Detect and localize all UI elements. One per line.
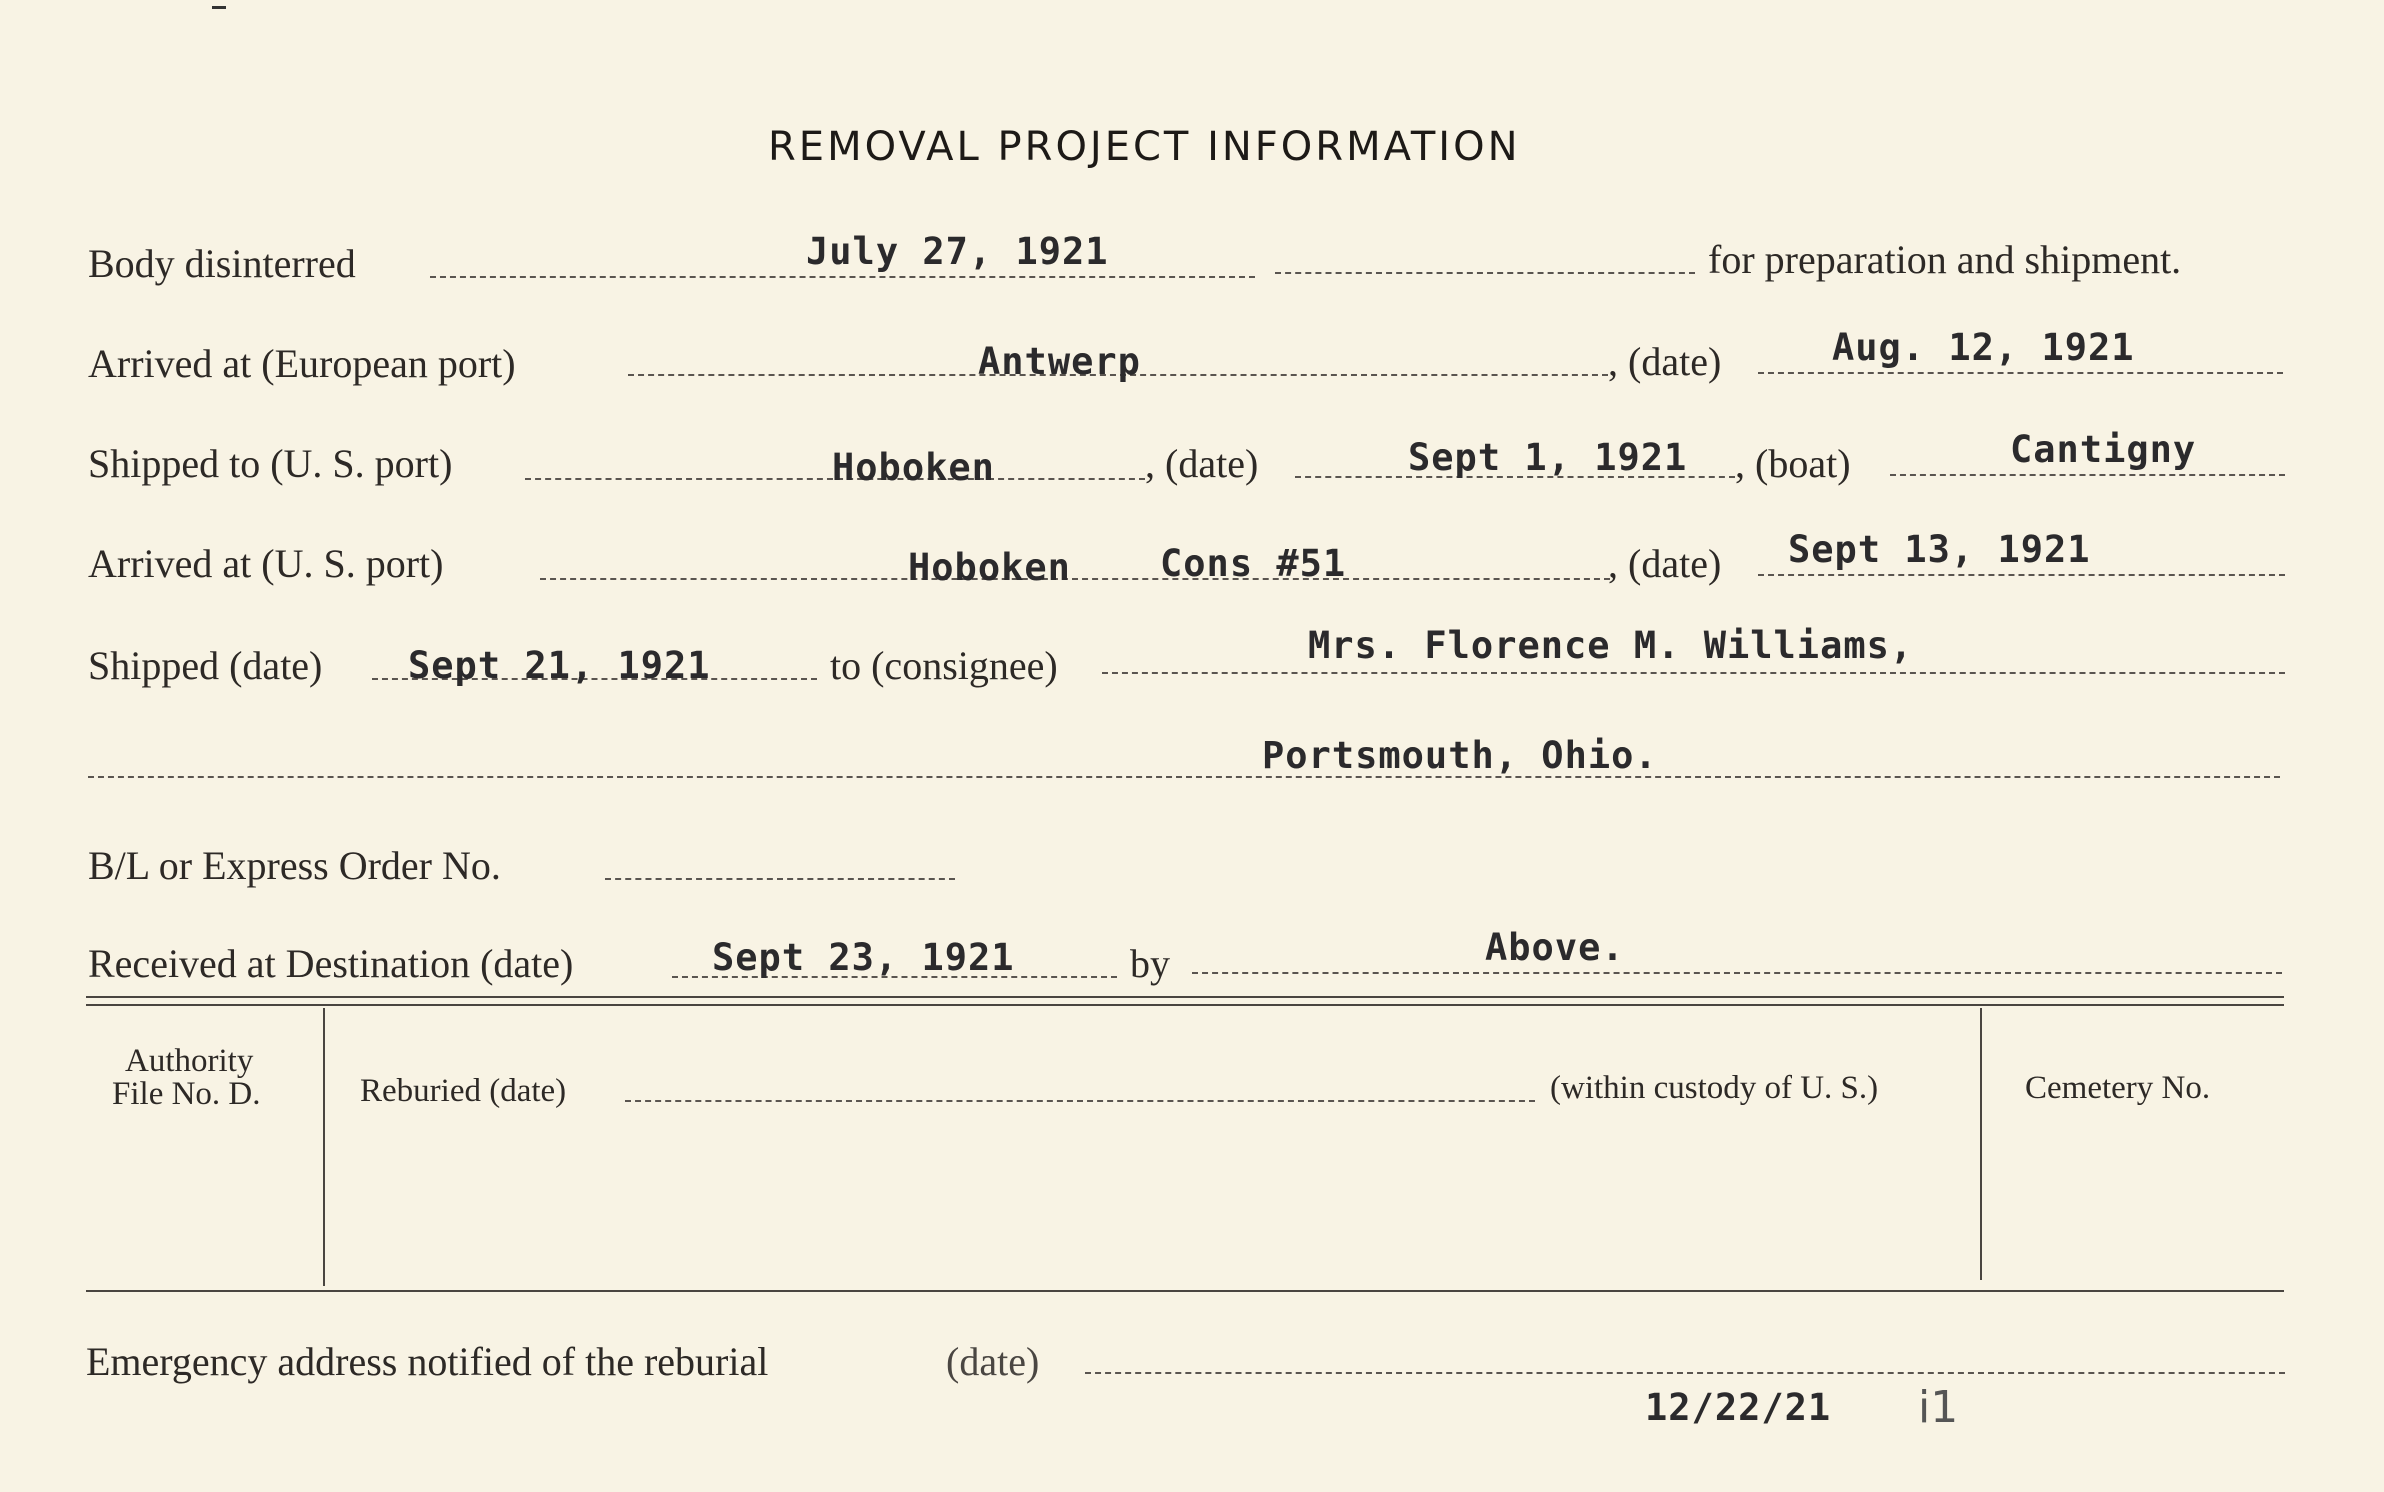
arrived-us-label: Arrived at (U. S. port) — [88, 541, 444, 586]
emergency-label: Emergency address notified of the reburial — [86, 1339, 769, 1384]
consignee-label: to (consignee) — [830, 643, 1058, 688]
arrived-us-port: Hoboken — [908, 546, 1071, 589]
boat-line — [1890, 474, 2285, 476]
arrived-us-date-label: , (date) — [1608, 541, 1722, 586]
arrived-eu-port: Antwerp — [978, 340, 1141, 383]
received-by-line — [1192, 972, 2282, 974]
divider-right — [1980, 1008, 1982, 1280]
boat-label: , (boat) — [1735, 441, 1851, 486]
disinterred-date: July 27, 1921 — [806, 230, 1109, 273]
arrived-eu-date-label: , (date) — [1608, 339, 1722, 384]
emergency-date-label: (date) — [946, 1339, 1040, 1384]
arrived-us-cons: Cons #51 — [1160, 542, 1347, 585]
address-line — [88, 776, 2280, 778]
bl-label: B/L or Express Order No. — [88, 843, 501, 888]
disinterred-line — [430, 276, 1255, 278]
form-title: REMOVAL PROJECT INFORMATION — [768, 124, 1521, 170]
divider-left — [323, 1008, 325, 1286]
file-no-label: File No. D. — [112, 1076, 261, 1112]
reburied-label: Reburied (date) — [360, 1073, 567, 1109]
received-date: Sept 23, 1921 — [712, 936, 1015, 979]
custody-label: (within custody of U. S.) — [1550, 1070, 1879, 1106]
cemetery-label: Cemetery No. — [2025, 1070, 2211, 1106]
arrived-eu-label: Arrived at (European port) — [88, 341, 516, 386]
received-label: Received at Destination (date) — [88, 941, 574, 986]
consignee-name: Mrs. Florence M. Williams, — [1308, 624, 1914, 667]
disinterred-line-2 — [1275, 272, 1695, 274]
arrived-eu-date-line — [1758, 372, 2283, 374]
shipped-us-label: Shipped to (U. S. port) — [88, 441, 453, 486]
consignee-line — [1102, 672, 2285, 674]
boat-name: Cantigny — [2010, 428, 2197, 471]
shipped-us-date-label: , (date) — [1145, 441, 1259, 486]
arrived-us-line — [540, 578, 1610, 580]
received-by: Above. — [1485, 926, 1625, 969]
handwritten-mark: i1 — [1918, 1382, 1959, 1433]
arrived-us-date: Sept 13, 1921 — [1788, 528, 2091, 571]
arrived-eu-date: Aug. 12, 1921 — [1832, 326, 2135, 369]
double-rule-bottom — [86, 1004, 2284, 1006]
authority-label: Authority — [125, 1043, 254, 1079]
received-by-label: by — [1130, 941, 1170, 986]
bl-line — [605, 878, 955, 880]
emergency-date: 12/22/21 — [1645, 1386, 1832, 1429]
double-rule-top — [86, 996, 2284, 998]
shipped-us-date: Sept 1, 1921 — [1408, 436, 1688, 479]
ink-speck — [212, 6, 226, 9]
shipped-date-label: Shipped (date) — [88, 643, 323, 688]
emergency-line — [1085, 1372, 2285, 1374]
disinterred-suffix: for preparation and shipment. — [1708, 237, 2182, 282]
shipped-us-port: Hoboken — [832, 446, 995, 489]
disinterred-label: Body disinterred — [88, 241, 356, 286]
lower-rule — [86, 1290, 2284, 1292]
shipped-date: Sept 21, 1921 — [408, 644, 711, 687]
consignee-address: Portsmouth, Ohio. — [1262, 734, 1658, 777]
arrived-us-date-line — [1758, 574, 2285, 576]
reburied-line — [625, 1100, 1535, 1102]
